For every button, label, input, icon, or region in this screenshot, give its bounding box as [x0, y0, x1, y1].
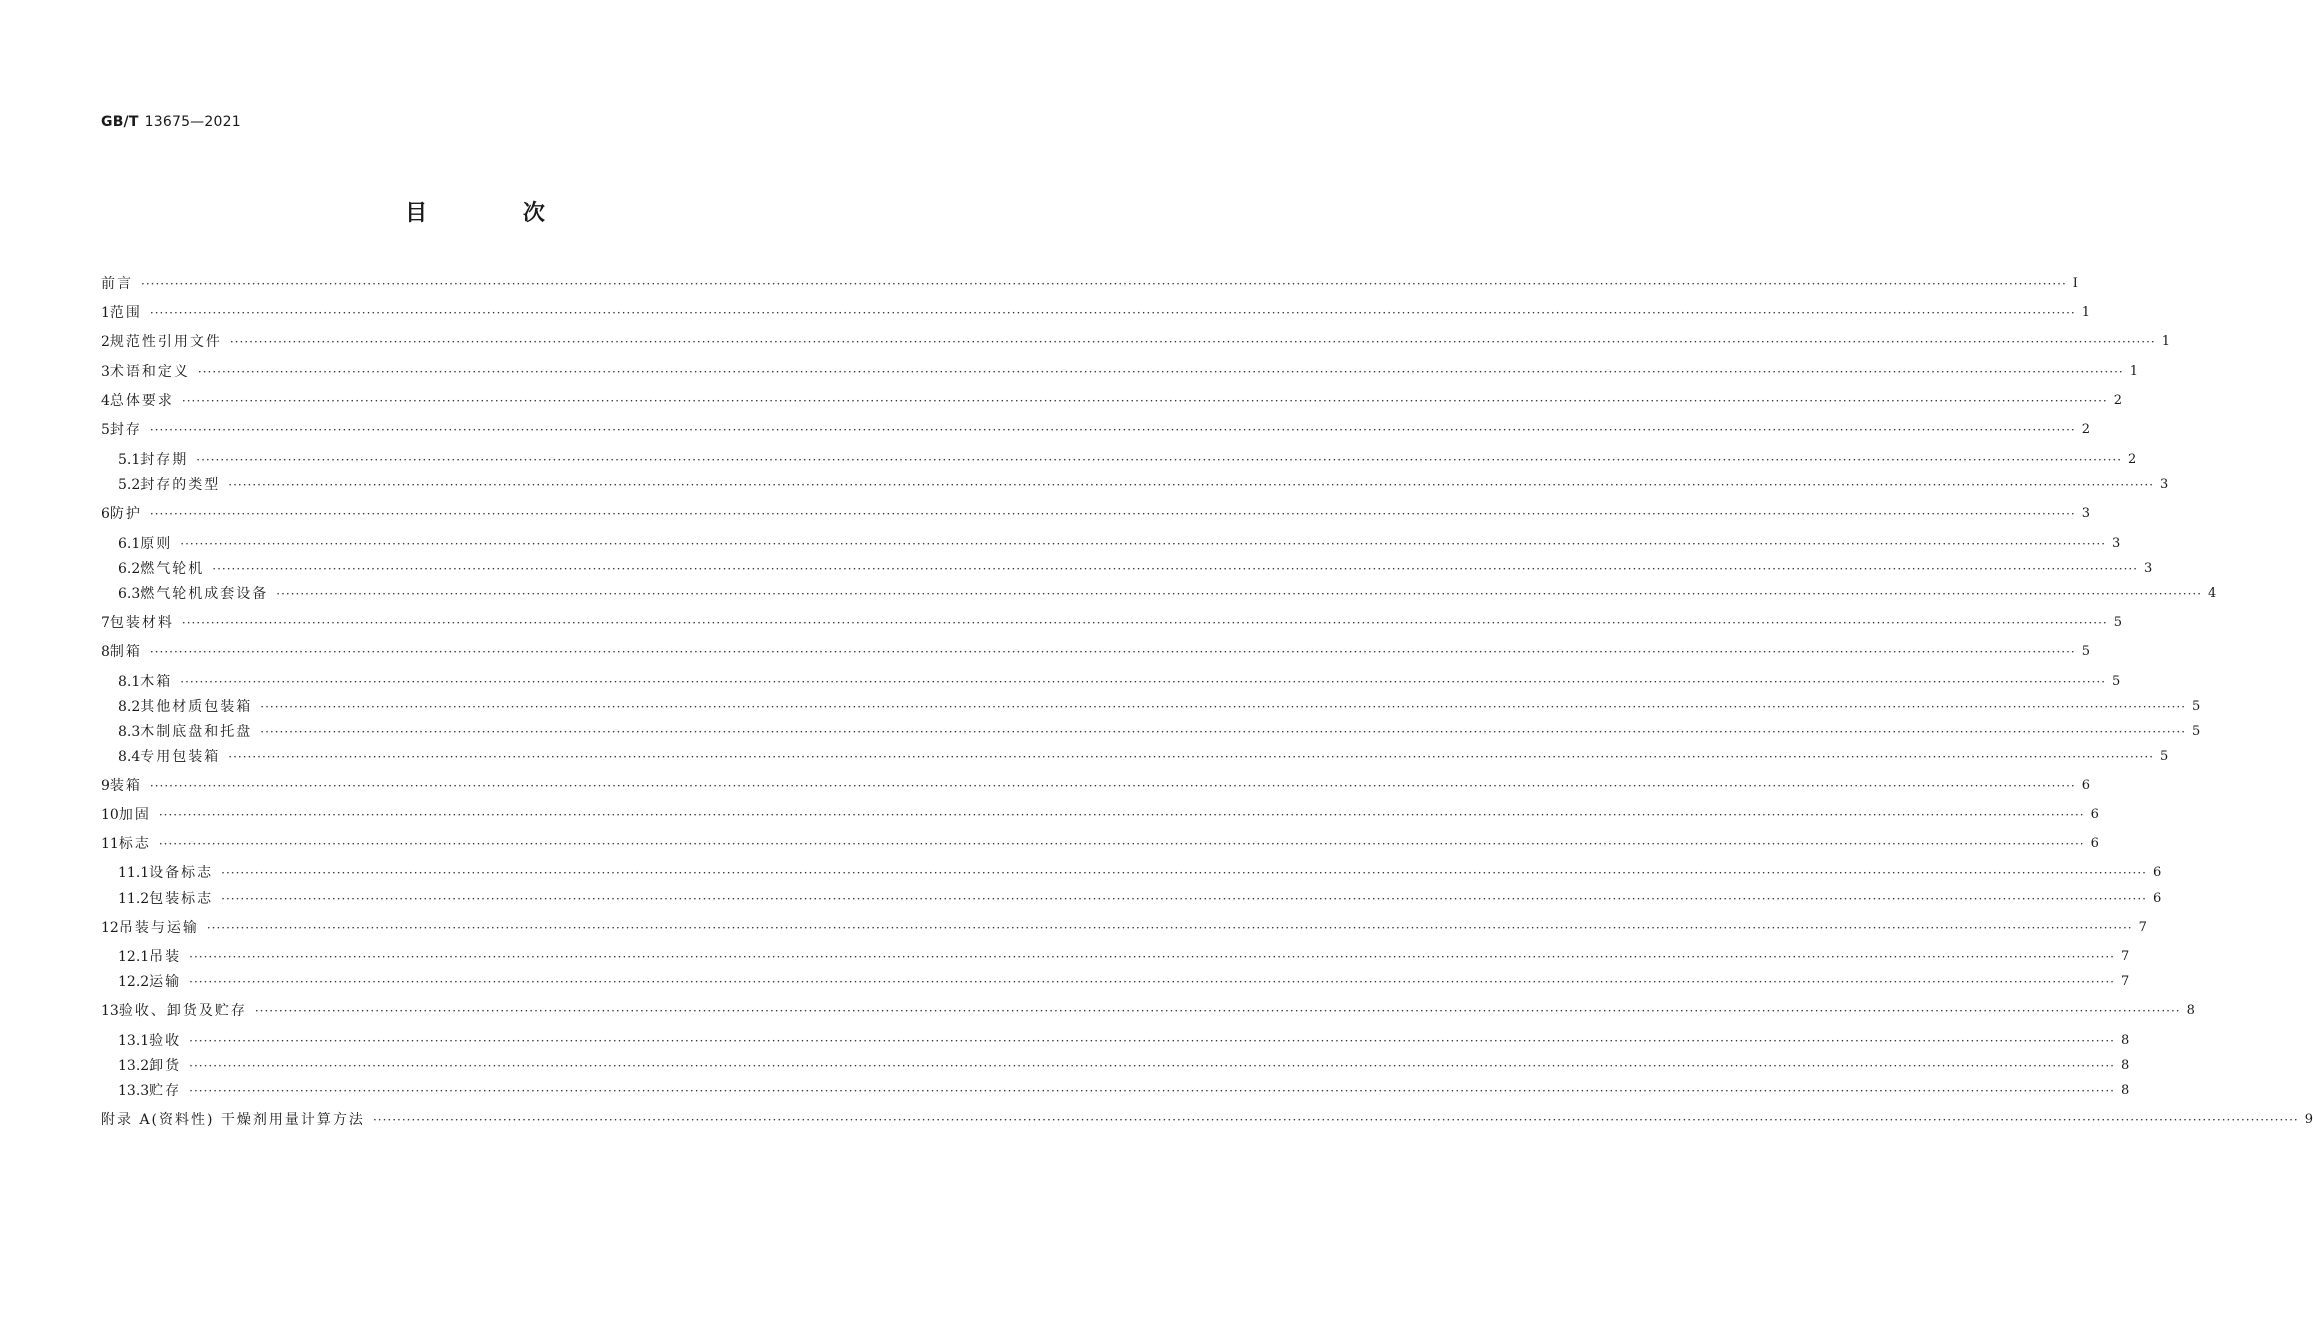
toc-entry[interactable]	[118, 559, 2153, 579]
toc-entry-page: 5	[2081, 644, 2090, 659]
toc-entry-number: 4	[101, 393, 110, 409]
toc-entry[interactable]	[118, 584, 2217, 604]
toc-leader-dots: ················································································································································································································································································································································································································	[189, 950, 2115, 964]
toc-entry-page: 2	[2113, 393, 2122, 408]
toc-leader-dots: ················································································································································································································································································································································································································	[158, 837, 2085, 851]
toc-entry-label: 标志	[118, 836, 151, 852]
toc-entry[interactable]	[118, 1081, 2130, 1101]
toc-entry[interactable]	[101, 918, 2147, 938]
toc-entry[interactable]	[118, 747, 2169, 767]
toc-entry-page: 3	[2112, 536, 2121, 551]
toc-leader-dots: ················································································································································································································································································································································································································	[260, 700, 2187, 714]
toc-entry-number: 5.2	[118, 477, 141, 493]
toc-leader-dots: ················································································································································································································································································································································································································	[221, 866, 2147, 880]
toc-entry-label: 防护	[109, 506, 142, 522]
toc-entry-label: 贮存	[149, 1083, 182, 1099]
toc-entry-page: 6	[2152, 891, 2162, 906]
toc-leader-dots: ················································································································································································································································································································································································································	[149, 423, 2076, 437]
toc-entry-page: Ⅰ	[2072, 276, 2078, 291]
toc-entry[interactable]	[101, 504, 2090, 524]
toc-leader-dots: ················································································································································································································································································································································································································	[189, 1034, 2115, 1048]
toc-entry-label: 验收、卸货及贮存	[118, 1003, 247, 1019]
toc-entry-label: 范围	[109, 305, 142, 321]
toc-entry-number: 11	[101, 836, 119, 852]
toc-entry-label: 燃气轮机	[140, 561, 205, 577]
toc-entry-number: 1	[101, 305, 110, 321]
toc-entry-number: 12.1	[118, 949, 150, 965]
toc-entry[interactable]	[118, 697, 2201, 717]
toc-entry-label: 燃气轮机成套设备	[140, 586, 269, 602]
toc-entry[interactable]	[101, 332, 2170, 352]
toc-entry-page: 5	[2113, 615, 2122, 630]
toc-entry-label: 封存的类型	[140, 477, 221, 493]
toc-entry-label: 包装标志	[149, 891, 214, 907]
toc-entry-number: 13	[101, 1003, 119, 1019]
toc-entry-number: 10	[101, 807, 119, 823]
page-title: 目 次	[405, 201, 589, 226]
toc-entry[interactable]	[118, 1056, 2130, 1076]
toc-entry[interactable]	[101, 391, 2122, 411]
toc-leader-dots: ················································································································································································································································································································································································································	[149, 645, 2076, 659]
toc-leader-dots: ················································································································································································································································································································································································································	[181, 394, 2108, 408]
toc-entry-number: 8.1	[118, 674, 141, 690]
toc-leader-dots: ················································································································································································································································································································································································································	[141, 277, 2067, 291]
toc-entry-page: 1	[2161, 334, 2170, 349]
toc-entry-number: 13.1	[118, 1033, 150, 1049]
toc-entry-label: 其他材质包装箱	[140, 699, 253, 715]
toc-entry-label: 制箱	[109, 644, 142, 660]
toc-entry[interactable]	[101, 776, 2090, 796]
toc-entry[interactable]	[101, 805, 2099, 825]
toc-entry-page: 2	[2081, 422, 2090, 437]
standard-code: 13675—2021	[144, 114, 241, 130]
toc-entry-page: 8	[2186, 1003, 2195, 1018]
toc-leader-dots: ················································································································································································································································································································································································································	[149, 306, 2076, 320]
document-header	[101, 114, 241, 130]
toc-entry-page: 3	[2081, 506, 2090, 521]
toc-entry[interactable]	[118, 1031, 2130, 1051]
toc-entry-label: 术语和定义	[109, 364, 190, 380]
toc-leader-dots: ················································································································································································································································································································································································································	[189, 1084, 2115, 1098]
toc-leader-dots: ················································································································································································································································································································································································································	[189, 975, 2115, 989]
toc-leader-dots: ················································································································································································································································································································································································································	[149, 507, 2076, 521]
toc-entry-label: 装箱	[109, 778, 142, 794]
toc-entry-label: 规范性引用文件	[109, 334, 222, 350]
toc-entry-number: 6.1	[118, 536, 141, 552]
toc-leader-dots: ················································································································································································································································································································································································································	[212, 562, 2139, 576]
toc-entry-page: 9	[2304, 1112, 2313, 1127]
toc-entry-page: 6	[2081, 778, 2090, 793]
toc-entry-page: 8	[2120, 1083, 2130, 1098]
toc-entry-page: 5	[2192, 699, 2201, 714]
toc-entry-number: 13.2	[118, 1058, 150, 1074]
toc-entry-page: 8	[2120, 1058, 2130, 1073]
toc-entry-number: 6.2	[118, 561, 141, 577]
toc-entry-number: 5.1	[118, 452, 141, 468]
toc-leader-dots: ················································································································································································································································································································································································································	[221, 892, 2147, 906]
toc-entry-label: 附录 A(资料性) 干燥剂用量计算方法	[101, 1112, 365, 1128]
toc-leader-dots: ················································································································································································································································································································································································································	[229, 335, 2156, 349]
toc-entry[interactable]	[101, 834, 2099, 854]
toc-entry-label: 原则	[140, 536, 173, 552]
toc-entry-page: 5	[2192, 724, 2201, 739]
toc-leader-dots: ················································································································································································································································································································································································································	[276, 587, 2203, 601]
toc-leader-dots: ················································································································································································································································································································································································································	[158, 808, 2085, 822]
toc-leader-dots: ················································································································································································································································································································································································································	[372, 1113, 2299, 1127]
toc-entry-number: 9	[101, 778, 110, 794]
toc-entry[interactable]	[101, 1001, 2195, 1021]
toc-entry[interactable]	[118, 947, 2130, 967]
toc-leader-dots: ················································································································································································································································································································································································································	[180, 675, 2107, 689]
toc-entry-label: 运输	[149, 974, 182, 990]
toc-entry-label: 总体要求	[109, 393, 174, 409]
toc-entry-number: 8.4	[118, 749, 141, 765]
toc-leader-dots: ················································································································································································································································································································································································································	[180, 537, 2107, 551]
toc-entry-label: 吊装	[149, 949, 182, 965]
toc-entry-page: 7	[2120, 974, 2130, 989]
toc-entry-page: 1	[2129, 364, 2138, 379]
toc-entry-number: 8.2	[118, 699, 141, 715]
toc-entry-number: 3	[101, 364, 110, 380]
toc-leader-dots: ················································································································································································································································································································································································································	[197, 365, 2124, 379]
toc-entry-number: 7	[101, 615, 110, 631]
toc-leader-dots: ················································································································································································································································································································································································································	[254, 1004, 2181, 1018]
toc-entry-number: 12	[101, 920, 119, 936]
toc-entry[interactable]	[118, 889, 2162, 909]
toc-entry-label: 专用包装箱	[140, 749, 221, 765]
toc-leader-dots: ················································································································································································································································································································································································································	[228, 750, 2155, 764]
toc-entry[interactable]	[118, 972, 2130, 992]
toc-entry-label: 加固	[118, 807, 151, 823]
toc-entry-label: 木箱	[140, 674, 173, 690]
toc-entry-label: 封存	[109, 422, 142, 438]
toc-entry[interactable]	[118, 475, 2169, 495]
toc-entry[interactable]	[101, 420, 2090, 440]
toc-entry-page: 3	[2160, 477, 2169, 492]
toc-leader-dots: ················································································································································································································································································································································································································	[181, 616, 2108, 630]
standard-prefix: GB/T	[101, 114, 139, 130]
toc-entry[interactable]	[101, 642, 2090, 662]
toc-leader-dots: ················································································································································································································································································································································································································	[260, 725, 2187, 739]
toc-entry[interactable]	[118, 672, 2121, 692]
toc-entry-number: 6	[101, 506, 110, 522]
toc-entry-label: 验收	[149, 1033, 182, 1049]
toc-entry-page: 3	[2144, 561, 2153, 576]
toc-entry-page: 5	[2160, 749, 2169, 764]
toc-entry-label: 设备标志	[149, 865, 214, 881]
toc-entry-page: 6	[2090, 836, 2099, 851]
toc-leader-dots: ················································································································································································································································································································································································································	[206, 921, 2133, 935]
toc-entry-page: 6	[2090, 807, 2099, 822]
toc-entry[interactable]	[118, 534, 2121, 554]
toc-entry-label: 木制底盘和托盘	[140, 724, 253, 740]
toc-entry-page: 5	[2112, 674, 2121, 689]
toc-entry[interactable]	[101, 613, 2122, 633]
toc-entry-label: 前言	[101, 276, 133, 292]
toc-leader-dots: ················································································································································································································································································································································································································	[149, 779, 2076, 793]
toc-entry[interactable]	[118, 450, 2137, 470]
toc-entry-number: 5	[101, 422, 110, 438]
toc-entry-number: 8	[101, 644, 110, 660]
toc-leader-dots: ················································································································································································································································································································································································································	[189, 1059, 2115, 1073]
toc-leader-dots: ················································································································································································································································································································································································································	[228, 478, 2155, 492]
toc-entry-number: 6.3	[118, 586, 141, 602]
toc-entry[interactable]	[101, 362, 2138, 382]
toc-entry-number: 2	[101, 334, 110, 350]
toc-entry-number: 11.2	[118, 891, 150, 907]
toc-entry-number: 11.1	[118, 865, 150, 881]
toc-entry-label: 吊装与运输	[118, 920, 199, 936]
toc-leader-dots: ················································································································································································································································································································································································································	[196, 453, 2123, 467]
toc-entry-label: 包装材料	[109, 615, 174, 631]
toc-entry-page: 8	[2120, 1033, 2130, 1048]
toc-entry-page: 2	[2128, 452, 2137, 467]
toc-entry-page: 6	[2152, 865, 2162, 880]
toc-entry-page: 4	[2208, 586, 2217, 601]
toc-entry-page: 7	[2120, 949, 2130, 964]
toc-entry-page: 7	[2138, 920, 2147, 935]
toc-entry-label: 卸货	[149, 1058, 182, 1074]
toc-entry[interactable]	[118, 863, 2162, 883]
toc-entry-number: 8.3	[118, 724, 141, 740]
toc-entry-number: 13.3	[118, 1083, 150, 1099]
toc-entry[interactable]	[101, 303, 2090, 323]
toc-entry-number: 12.2	[118, 974, 150, 990]
toc-entry[interactable]	[101, 1110, 2313, 1130]
toc-entry-page: 1	[2081, 305, 2090, 320]
toc-entry-label: 封存期	[140, 452, 189, 468]
toc-entry[interactable]	[118, 722, 2201, 742]
toc-entry[interactable]	[101, 274, 2078, 294]
